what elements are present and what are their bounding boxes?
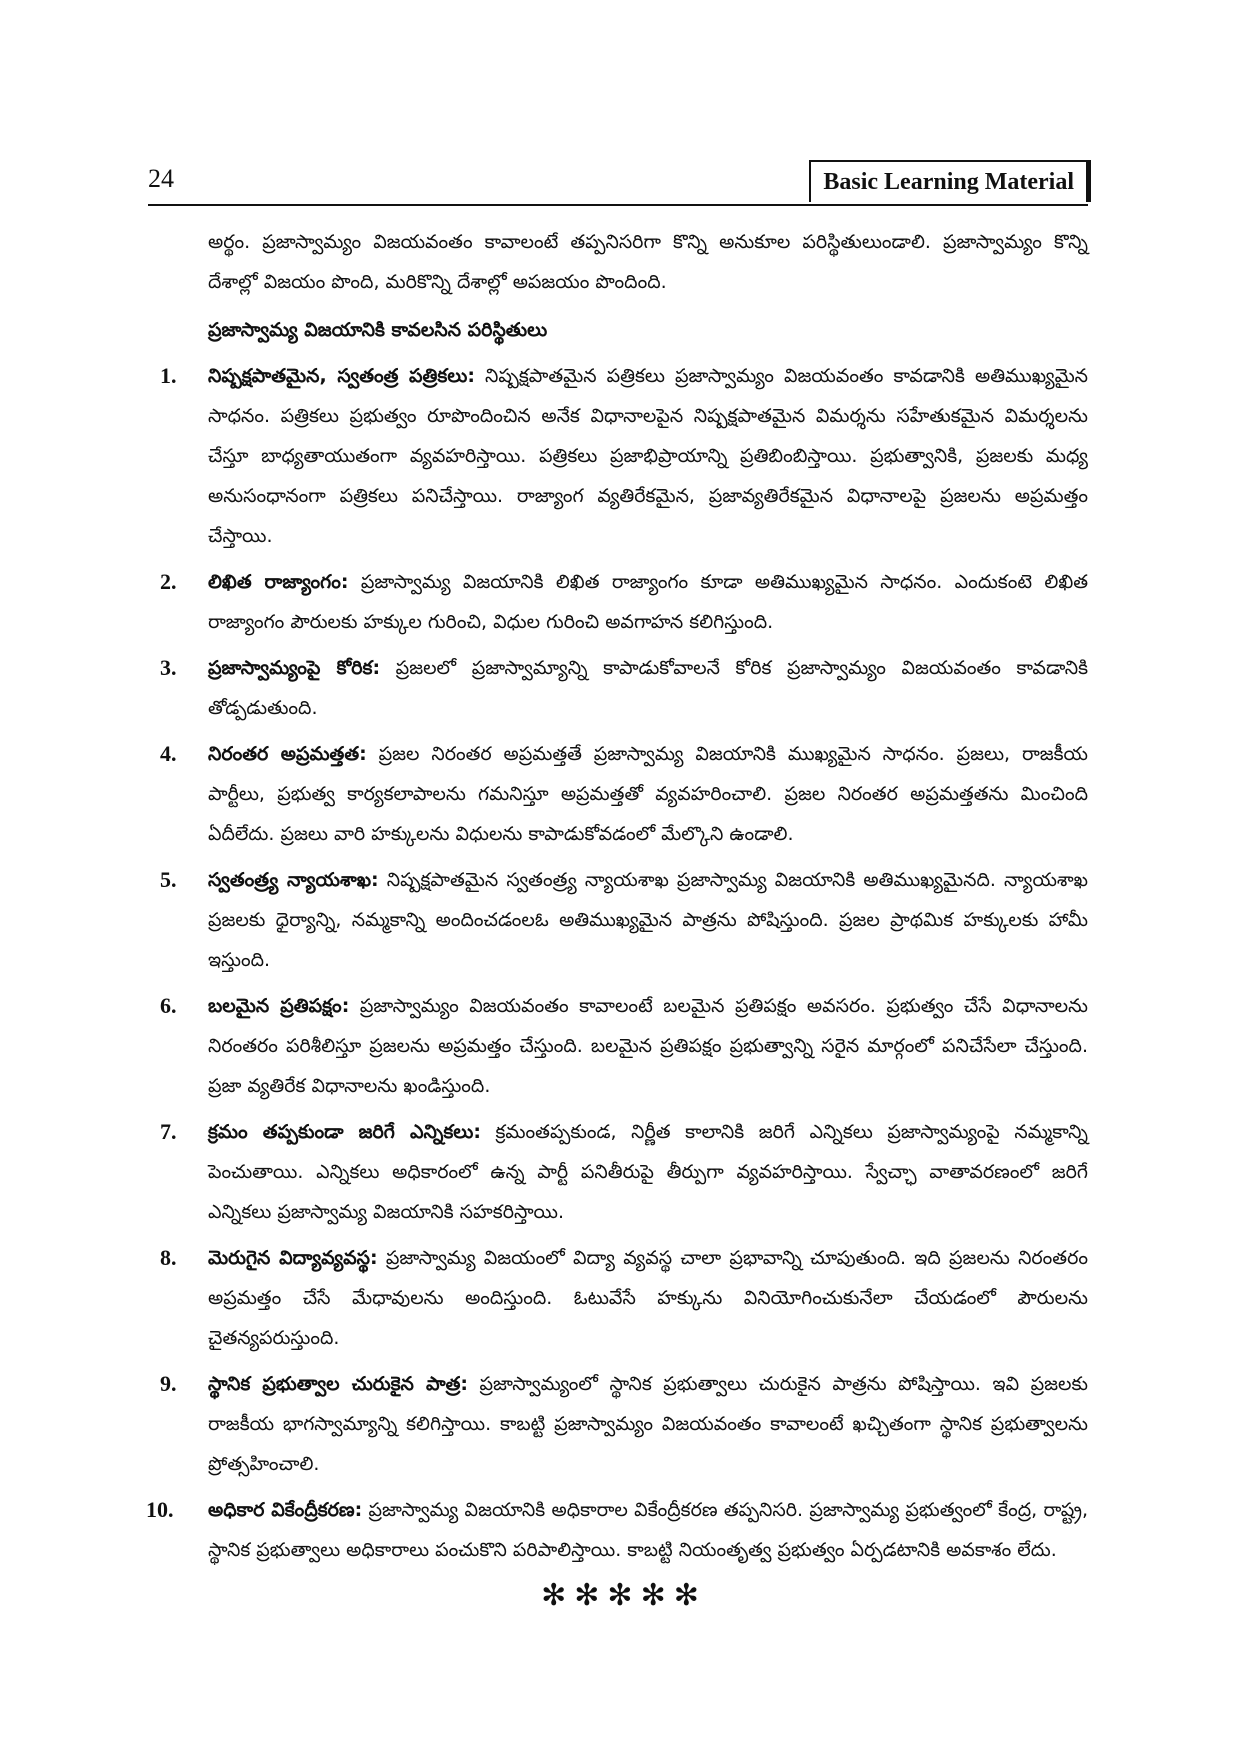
list-item (160, 648, 1088, 728)
list-item (160, 1238, 1088, 1358)
item-number: 3. (160, 655, 177, 680)
running-title: Basic Learning Material (809, 160, 1088, 202)
section-heading: ప్రజాస్వామ్య విజయానికి కావలసిన పరిస్థితులు (208, 319, 548, 341)
item-title: బలమైన ప్రతిపక్షం: (208, 995, 350, 1017)
list-item (160, 562, 1088, 642)
item-text: ప్రజలలో ప్రజాస్వామ్యాన్ని కాపాడుకోవాలనే కోరిక ప్రజాస్వామ్యం విజయవంతం కావడానికి తోడ్పడుతుంది. (208, 657, 1088, 719)
item-text: ప్రజల నిరంతర అప్రమత్తతే ప్రజాస్వామ్య విజయానికి ముఖ్యమైన సాధనం. ప్రజలు, రాజకీయ పార్టీలు, ప్రభుత్వ కార్యకలాపాలను గమనిస్తూ అప్రమత్తతో వ్యవహరించాలి. ప్రజల నిరంతర అప్రమత్తతను మించింది ఏదీలేదు. ప్రజలు వారి హక్కులను విధులను కాపాడుకోవడంలో మేల్కొని ఉండాలి. (208, 743, 1088, 845)
item-title: లిఖిత రాజ్యాంగం: (208, 571, 349, 593)
item-text: క్రమంతప్పకుండ, నిర్ణీత కాలానికి జరిగే ఎన్నికలు ప్రజాస్వామ్యంపై నమ్మకాన్ని పెంచుతాయి. ఎన్నికలు అధికారంలో ఉన్న పార్టీ పనితీరుపై తీర్పుగా వ్యవహరిస్తాయి. స్వేచ్ఛా వాతావరణంలో జరిగే ఎన్నికలు ప్రజాస్వామ్య విజయానికి సహకరిస్తాయి. (208, 1121, 1088, 1223)
item-number: 2. (160, 569, 177, 594)
list-item (160, 1112, 1088, 1232)
item-title: మెరుగైన విద్యావ్యవస్థ: (208, 1247, 378, 1269)
item-number: 8. (160, 1245, 177, 1270)
item-number: 10. (146, 1497, 174, 1522)
item-text: ప్రజాస్వామ్యం విజయవంతం కావాలంటే బలమైన ప్రతిపక్షం అవసరం. ప్రభుత్వం చేసే విధానాలను నిరంతరం పరిశీలిస్తూ ప్రజలను అప్రమత్తం చేస్తుంది. బలమైన ప్రతిపక్షం ప్రభుత్వాన్ని సరైన మార్గంలో పనిచేసేలా చేస్తుంది. ప్రజా వ్యతిరేక విధానాలను ఖండిస్తుంది. (208, 995, 1088, 1097)
item-text: ప్రజాస్వామ్య విజయానికి లిఖిత రాజ్యాంగం కూడా అతిముఖ్యమైన సాధనం. ఎందుకంటె లిఖిత రాజ్యాంగం పౌరులకు హక్కుల గురించి, విధుల గురించి అవగాహన కలిగిస్తుంది. (208, 571, 1089, 633)
item-number: 6. (160, 993, 177, 1018)
item-number: 4. (160, 741, 177, 766)
list-item (160, 1364, 1088, 1484)
conditions-list (146, 356, 1089, 1570)
page-header (148, 160, 1088, 206)
intro-paragraph: అర్థం. ప్రజాస్వామ్యం విజయవంతం కావాలంటే తప్పనిసరిగా కొన్ని అనుకూల పరిస్థితులుండాలి. ప్రజాస్వామ్యం కొన్ని దేశాల్లో విజయం పొంది, మరికొన్ని దేశాల్లో అపజయం పొందింది. (208, 231, 1088, 293)
item-text: ప్రజాస్వామ్యంలో స్థానిక ప్రభుత్వాలు చురుకైన పాత్రను పోషిస్తాయి. ఇవి ప్రజలకు రాజకీయ భాగస్వామ్యాన్ని కలిగిస్తాయి. కాబట్టి ప్రజాస్వామ్యం విజయవంతం కావాలంటే ఖచ్చితంగా స్థానిక ప్రభుత్వాలను ప్రోత్సహించాలి. (208, 1373, 1088, 1475)
item-number: 5. (160, 867, 177, 892)
list-item (146, 1490, 1089, 1570)
item-title: స్థానిక ప్రభుత్వాల చురుకైన పాత్ర: (208, 1373, 468, 1395)
list-item (160, 860, 1088, 980)
list-item (160, 734, 1088, 854)
item-number: 7. (160, 1119, 177, 1144)
page-number: 24 (148, 164, 174, 193)
item-title: నిష్పక్షపాతమైన, స్వతంత్ర పత్రికలు: (208, 365, 475, 387)
item-number: 9. (160, 1371, 177, 1396)
item-title: క్రమం తప్పకుండా జరిగే ఎన్నికలు: (208, 1121, 481, 1143)
item-number: 1. (160, 363, 177, 388)
end-of-section-asterisks: ✻✻✻✻✻ (541, 1578, 707, 1613)
item-text: ప్రజాస్వామ్య విజయానికి అధికారాల వికేంద్రీకరణ తప్పనిసరి. ప్రజాస్వామ్య ప్రభుత్వంలో కేంద్ర, రాష్ట్ర, స్థానిక ప్రభుత్వాలు అధికారాలు పంచుకొని పరిపాలిస్తాయి. కాబట్టి నియంతృత్వ ప్రభుత్వం ఏర్పడటానికి అవకాశం లేదు. (208, 1499, 1089, 1561)
item-title: స్వతంత్ర్య న్యాయశాఖ: (208, 869, 379, 891)
item-text: నిష్పక్షపాతమైన పత్రికలు ప్రజాస్వామ్యం విజయవంతం కావడానికి అతిముఖ్యమైన సాధనం. పత్రికలు ప్రభుత్వం రూపొందించిన అనేక విధానాలపైన నిష్పక్షపాతమైన విమర్శను సహేతుకమైన విమర్శలను చేస్తూ బాధ్యతాయుతంగా వ్యవహరిస్తాయి. పత్రికలు ప్రజాభిప్రాయాన్ని ప్రతిబింబిస్తాయి. ప్రభుత్వానికి, ప్రజలకు మధ్య అనుసంధానంగా పత్రికలు పనిచేస్తాయి. రాజ్యాంగ వ్యతిరేకమైన, ప్రజావ్యతిరేకమైన విధానాలపై ప్రజలను అప్రమత్తం చేస్తాయి. (208, 365, 1089, 547)
item-title: ప్రజాస్వామ్యంపై కోరిక: (208, 657, 381, 679)
item-title: నిరంతర అప్రమత్తత: (208, 743, 367, 765)
item-text: ప్రజాస్వామ్య విజయంలో విద్యా వ్యవస్థ చాలా ప్రభావాన్ని చూపుతుంది. ఇది ప్రజలను నిరంతరం అప్రమత్తం చేసే మేధావులను అందిస్తుంది. ఓటువేసే హక్కును వినియోగించుకునేలా చేయడంలో పౌరులను చైతన్యపరుస్తుంది. (208, 1247, 1088, 1349)
page-body (146, 222, 1089, 1616)
item-text: నిష్పక్షపాతమైన స్వతంత్ర్య న్యాయశాఖ ప్రజాస్వామ్య విజయానికి అతిముఖ్యమైనది. న్యాయశాఖ ప్రజలకు ధైర్యాన్ని, నమ్మకాన్ని అందించడంలఓ అతిముఖ్యమైన పాత్రను పోషిస్తుంది. ప్రజల ప్రాథమిక హక్కులకు హామీ ఇస్తుంది. (208, 869, 1088, 971)
list-item (160, 356, 1088, 556)
list-item (160, 986, 1088, 1106)
item-title: అధికార వికేంద్రీకరణ: (208, 1499, 363, 1521)
